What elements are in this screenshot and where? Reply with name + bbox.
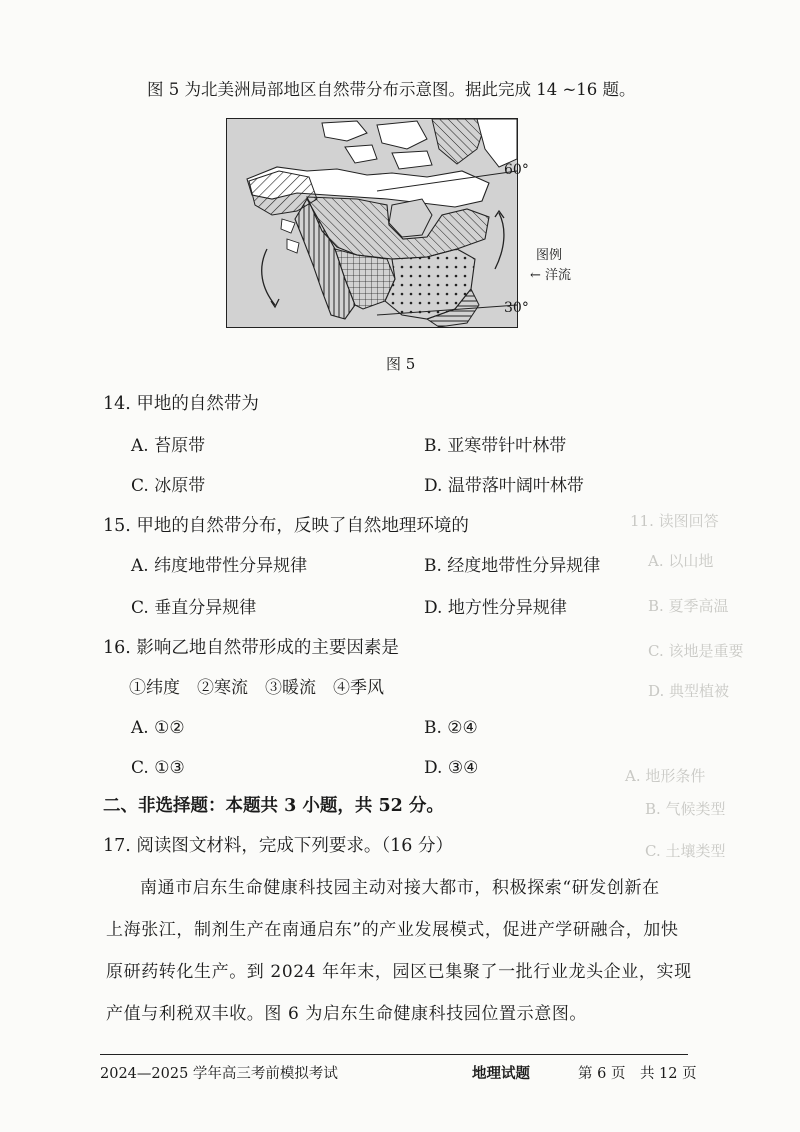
bleed-through-text: A. 以山地 bbox=[648, 552, 714, 570]
legend-item-current bbox=[530, 266, 571, 286]
current-arrow-icon: ← bbox=[530, 268, 541, 283]
q16-option-c: C. ①③ bbox=[131, 758, 185, 778]
latitude-30-label: 30° bbox=[504, 300, 529, 316]
map-legend bbox=[530, 246, 571, 286]
footer-page-number: 第 6 页 共 12 页 bbox=[578, 1066, 697, 1082]
bleed-through-text: B. 夏季高温 bbox=[648, 597, 729, 615]
q17-material-line: 上海张江，制剂生产在南通启东”的产业发展模式，促进产学研融合，加快 bbox=[106, 920, 679, 940]
bleed-through-text: B. 气候类型 bbox=[645, 800, 726, 818]
figure-caption: 图 5 bbox=[386, 355, 416, 373]
north-america-map bbox=[226, 118, 518, 328]
bleed-through-text: A. 地形条件 bbox=[625, 767, 706, 785]
q15-option-c: C. 垂直分异规律 bbox=[131, 598, 257, 618]
footer-divider bbox=[100, 1054, 688, 1055]
q16-factors: ①纬度 ②寒流 ③暖流 ④季风 bbox=[129, 678, 384, 698]
bleed-through-text: C. 土壤类型 bbox=[645, 842, 726, 860]
q16-option-d: D. ③④ bbox=[424, 758, 479, 778]
footer-exam-title: 2024—2025 学年高三考前模拟考试 bbox=[100, 1066, 338, 1082]
q14-option-a: A. 苔原带 bbox=[131, 436, 206, 456]
q17-material-line: 原研药转化生产。到 2024 年年末，园区已集聚了一批行业龙头企业，实现 bbox=[106, 962, 692, 982]
section-title: 二、非选择题：本题共 3 小题，共 52 分。 bbox=[103, 796, 444, 816]
q15-option-b: B. 经度地带性分异规律 bbox=[424, 556, 601, 576]
legend-item-label: 洋流 bbox=[545, 268, 572, 283]
q14-option-b: B. 亚寒带针叶林带 bbox=[424, 436, 567, 456]
intro-text: 图 5 为北美洲局部地区自然带分布示意图。据此完成 14 ~16 题。 bbox=[147, 80, 636, 99]
q15-option-a: A. 纬度地带性分异规律 bbox=[131, 556, 308, 576]
q16-option-b: B. ②④ bbox=[424, 718, 478, 738]
q16-option-a: A. ①② bbox=[131, 718, 185, 738]
latitude-60-label: 60° bbox=[504, 162, 529, 178]
bleed-through-text: D. 典型植被 bbox=[648, 682, 730, 700]
question-14-stem: 14. 甲地的自然带为 bbox=[103, 394, 259, 414]
legend-title: 图例 bbox=[536, 248, 563, 263]
map-svg bbox=[227, 119, 517, 327]
question-16-stem: 16. 影响乙地自然带形成的主要因素是 bbox=[103, 638, 399, 658]
q17-material-line: 产值与利税双丰收。图 6 为启东生命健康科技园位置示意图。 bbox=[106, 1004, 588, 1024]
question-17-stem: 17. 阅读图文材料，完成下列要求。（16 分） bbox=[103, 836, 453, 856]
bleed-through-text: C. 该地是重要 bbox=[648, 642, 744, 660]
question-15-stem: 15. 甲地的自然带分布，反映了自然地理环境的 bbox=[103, 516, 469, 536]
q17-material-line: 南通市启东生命健康科技园主动对接大都市，积极探索“研发创新在 bbox=[140, 878, 660, 898]
q14-option-d: D. 温带落叶阔叶林带 bbox=[424, 476, 584, 496]
footer-subject: 地理试题 bbox=[472, 1065, 530, 1082]
q14-option-c: C. 冰原带 bbox=[131, 476, 206, 496]
bleed-through-text: 11. 读图回答 bbox=[630, 512, 719, 530]
q15-option-d: D. 地方性分异规律 bbox=[424, 598, 567, 618]
